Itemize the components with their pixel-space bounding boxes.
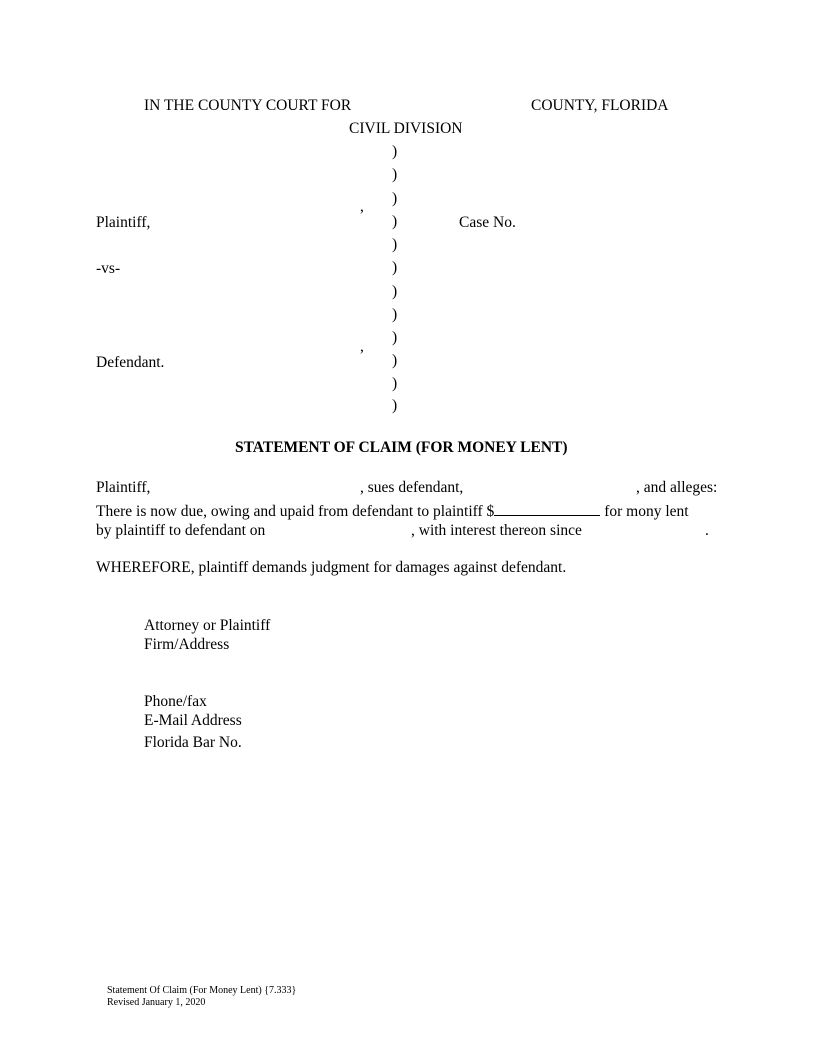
case-number-label: Case No. (459, 214, 516, 231)
claim-interest-since: , with interest thereon since (411, 522, 582, 539)
signature-firm: Firm/Address (144, 636, 230, 653)
caption-paren: ) (392, 352, 398, 369)
court-heading-right: COUNTY, FLORIDA (531, 97, 669, 114)
signature-attorney: Attorney or Plaintiff (144, 617, 271, 634)
caption-paren: ) (392, 283, 398, 300)
defendant-label: Defendant. (96, 354, 165, 371)
footer-form-name: Statement Of Claim (For Money Lent) {7.333} (107, 985, 297, 996)
caption-paren: ) (392, 329, 398, 346)
claim-plaintiff-label: Plaintiff, (96, 479, 151, 496)
defendant-name-comma: , (360, 338, 364, 355)
claim-alleges: , and alleges: (636, 479, 718, 496)
caption-paren: ) (392, 166, 398, 183)
signature-email: E-Mail Address (144, 712, 242, 729)
claim-date-lent: by plaintiff to defendant on (96, 522, 266, 539)
caption-paren: ) (392, 143, 398, 160)
claim-amount-line (96, 502, 689, 521)
division-heading: CIVIL DIVISION (349, 120, 463, 137)
footer-revised: Revised January 1, 2020 (107, 997, 206, 1008)
plaintiff-label: Plaintiff, (96, 214, 151, 231)
wherefore-clause: WHEREFORE, plaintiff demands judgment for damages against defendant. (96, 559, 567, 576)
versus-label: -vs- (96, 260, 121, 277)
caption-paren: ) (392, 190, 398, 207)
caption-paren: ) (392, 213, 398, 230)
claim-amount-text: There is now due, owing and upaid from defendant to plaintiff $ (96, 503, 495, 520)
document-title: STATEMENT OF CLAIM (FOR MONEY LENT) (235, 439, 568, 456)
caption-paren: ) (392, 306, 398, 323)
signature-phone: Phone/fax (144, 693, 207, 710)
signature-bar-number: Florida Bar No. (144, 734, 242, 751)
caption-paren: ) (392, 397, 398, 414)
claim-period: . (705, 522, 709, 539)
caption-paren: ) (392, 375, 398, 392)
caption-paren: ) (392, 259, 398, 276)
claim-mony-lent: for mony lent (604, 503, 689, 520)
amount-blank (494, 502, 600, 516)
caption-paren: ) (392, 236, 398, 253)
claim-sues-defendant: , sues defendant, (360, 479, 464, 496)
court-heading-left: IN THE COUNTY COURT FOR (144, 97, 352, 114)
plaintiff-name-comma: , (360, 198, 364, 215)
